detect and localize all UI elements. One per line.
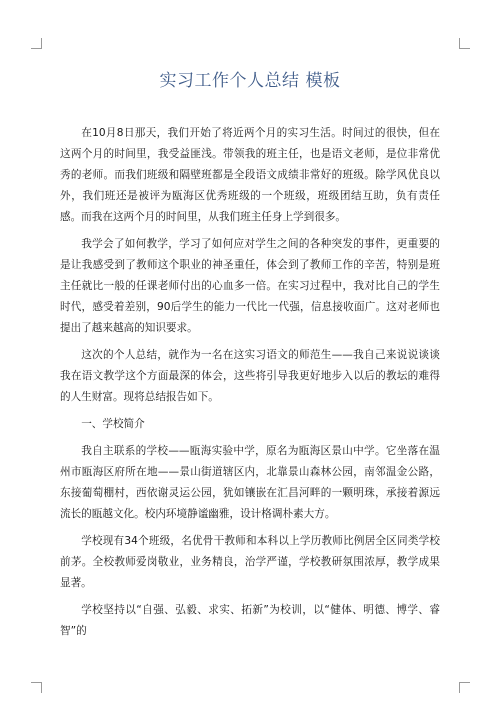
page-corner-mark-bottom-left (31, 682, 42, 693)
paragraph-school-motto: 学校坚持以“自强、弘毅、求实、拓新”为校训，以“健体、明德、博学、睿智”的 (60, 604, 440, 637)
paragraph-intro: 在10月8日那天，我们开始了将近两个月的实习生活。时间过的很快，但在这两个月的时间里，我受益匪浅。带领我的班主任，也是语文老师，是位非常优秀的老师。而我们班级和隔壁班都是全段语文成绩非常好的班级。除学风优良以外，我们班还是被评为瓯海区优秀班级的一个班级，班级团结互助，负有责任感。而我在这两个月的时间里，从我们班主任身上学到很多。 (60, 127, 440, 223)
paragraph-learning: 我学会了如何教学，学习了如何应对学生之间的各种突发的事件，更重要的是让我感受到了教师这个职业的神圣重任，体会到了教师工作的辛苦，特别是班主任就比一般的任课老师付出的心血多一倍。在实习过程中，我对比自己的学生时代，感受着差别，90后学生的能力一代比一代强，信息接收面广。这对老师也提出了越来越高的知识要求。 (60, 238, 440, 334)
page-corner-mark-top-right (459, 38, 470, 49)
paragraph-school-location: 我自主联系的学校——瓯海实验中学，原名为瓯海区景山中学。它坐落在温州市瓯海区府所在地——景山街道辖区内，北靠景山森林公园，南邻温金公路，东接葡萄棚村，西依谢灵运公园，犹如镶嵌在汇昌河畔的一颗明珠，承接着源远流长的瓯越文化。校内环境静谧幽雅，设计格调朴素大方。 (60, 445, 440, 520)
paragraph-school-staff: 学校现有34个班级，名优骨干教师和本科以上学历教师比例居全区同类学校前茅。全校教师爱岗敬业，业务精良，治学严谨，学校教研氛围浓厚，教学成果显著。 (60, 535, 440, 589)
section-heading-school-intro: 一、学校简介 (81, 418, 145, 430)
document-body (60, 123, 440, 648)
document-title: 实习工作个人总结 模板 (159, 71, 341, 91)
page-corner-mark-top-left (31, 38, 42, 49)
page-corner-mark-bottom-right (459, 682, 470, 693)
paragraph-summary-purpose: 这次的个人总结，就作为一名在这实习语文的师范生——我自己来说说谈谈我在语文教学这个方面最深的体会，这些将引导我更好地步入以后的教坛的难得的人生财富。现将总结报告如下。 (60, 349, 440, 403)
